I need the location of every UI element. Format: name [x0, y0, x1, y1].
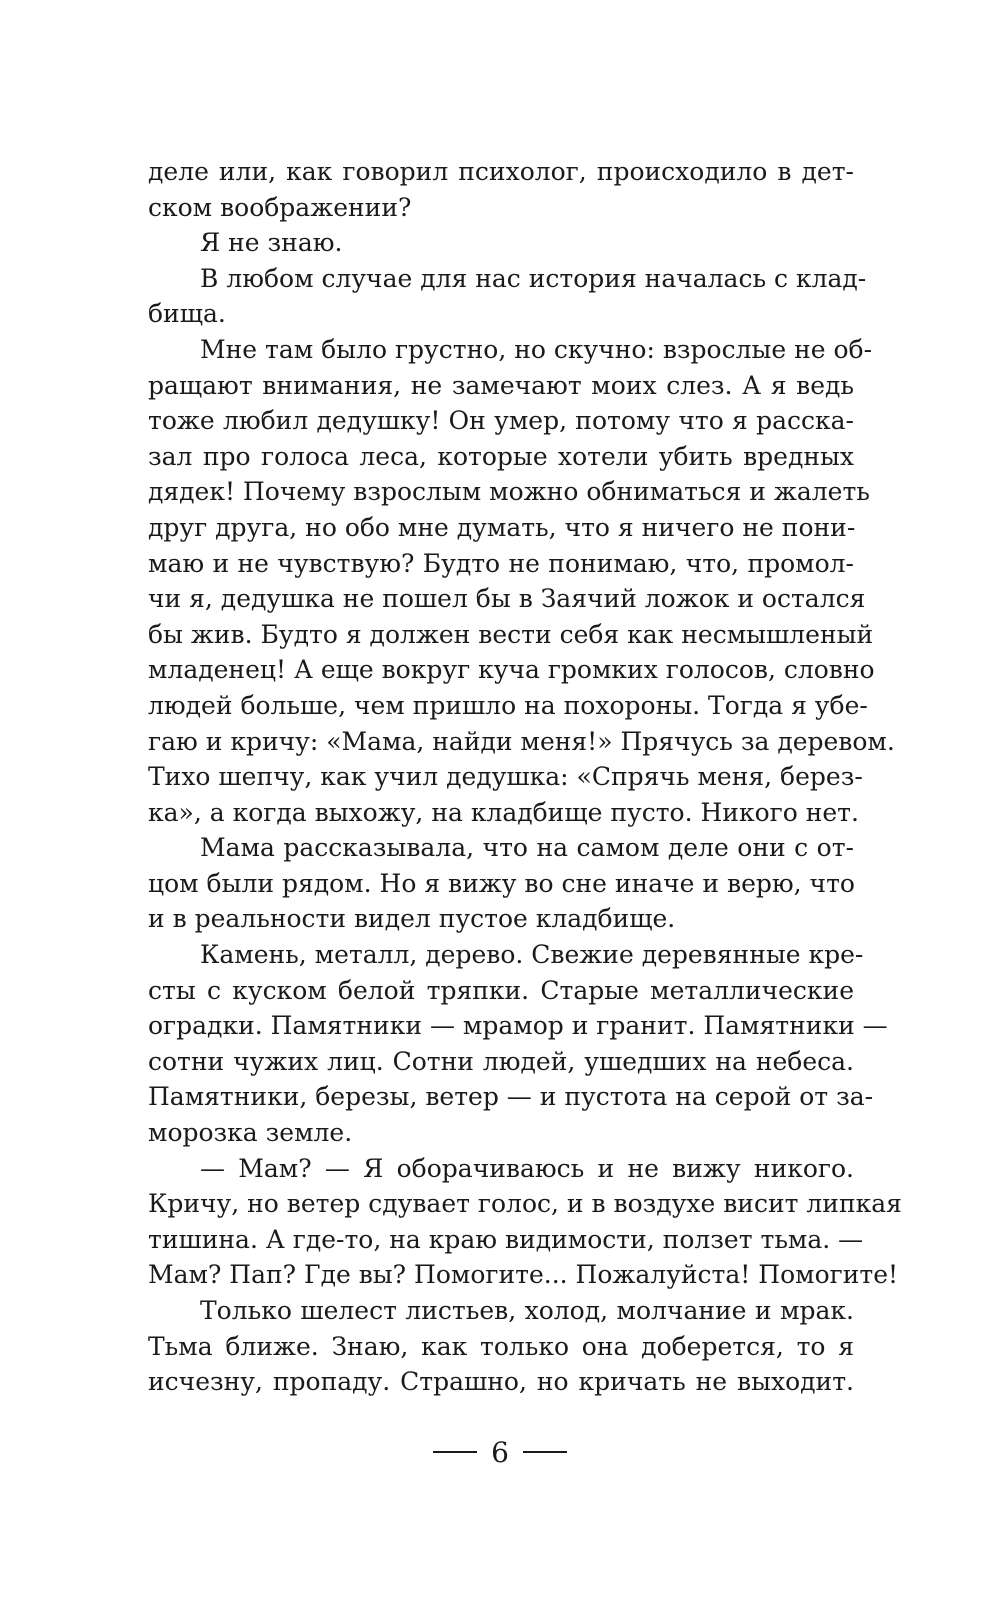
text-line: Мне там было грустно, но скучно: взрослые не об-	[200, 334, 873, 364]
text-line: Мама рассказывала, что на самом деле они с от-	[200, 833, 854, 863]
text-line: младенец! А еще вокруг куча громких голосов, словно	[148, 655, 875, 685]
text-line: оградки. Памятники — мрамор и гранит. Памятники —	[148, 1011, 888, 1041]
text-line: Я не знаю.	[200, 228, 343, 258]
text-line: маю и не чувствую? Будто не понимаю, что, промол-	[148, 548, 854, 578]
text-line: ращают внимания, не замечают моих слез. А я ведь	[148, 370, 854, 400]
text-line: людей больше, чем пришло на похороны. Тогда я убе-	[148, 690, 868, 720]
text-line: Тьма ближе. Знаю, как только она доберется, то я	[148, 1331, 854, 1361]
text-line: цом были рядом. Но я вижу во сне иначе и верю, что	[148, 868, 855, 898]
right-dash	[523, 1451, 567, 1453]
page-footer	[0, 1432, 1000, 1472]
text-line: бы жив. Будто я должен вести себя как несмышленый	[148, 619, 874, 649]
text-line: исчезну, пропаду. Страшно, но кричать не выходит.	[148, 1367, 854, 1397]
text-line: В любом случае для нас история началась с клад-	[200, 263, 867, 293]
text-line: тишина. А где-то, на краю видимости, ползет тьма. —	[148, 1224, 864, 1254]
text-line: морозка земле.	[148, 1118, 353, 1148]
text-line: Тихо шепчу, как учил дедушка: «Спрячь меня, берез-	[148, 762, 863, 792]
text-line: деле или, как говорил психолог, происходило в дет-	[148, 157, 854, 186]
text-line: бища.	[148, 299, 226, 329]
page-number: 6	[491, 1435, 509, 1469]
text-line: ка», а когда выхожу, на кладбище пусто. Никого нет.	[148, 797, 859, 827]
text-line: сотни чужих лиц. Сотни людей, ушедших на небеса.	[148, 1046, 854, 1076]
page-body-text	[148, 154, 902, 1400]
text-line: сты с куском белой тряпки. Старые металлические	[148, 975, 854, 1005]
text-line: гаю и кричу: «Мама, найди меня!» Прячусь за деревом.	[148, 726, 895, 756]
text-line: Памятники, березы, ветер — и пустота на серой от за-	[148, 1082, 874, 1112]
text-line: Камень, металл, дерево. Свежие деревянные кре-	[200, 940, 864, 970]
text-line: чи я, дедушка не пошел бы в Заячий ложок и остался	[148, 584, 866, 614]
text-line: тоже любил дедушку! Он умер, потому что я расска-	[148, 406, 854, 436]
text-line: зал про голоса леса, которые хотели убить вредных	[148, 441, 854, 471]
text-line: Кричу, но ветер сдувает голос, и в воздухе висит липкая	[148, 1189, 902, 1219]
left-dash	[433, 1451, 477, 1453]
text-line: Мам? Пап? Где вы? Помогите... Пожалуйста! Помогите!	[148, 1260, 899, 1290]
text-line: ском воображении?	[148, 192, 412, 222]
text-line: Только шелест листьев, холод, молчание и мрак.	[200, 1296, 854, 1325]
text-line: — Мам? — Я оборачиваюсь и не вижу никого.	[200, 1153, 854, 1183]
text-line: друг друга, но обо мне думать, что я ничего не пони-	[148, 512, 856, 542]
text-line: дядек! Почему взрослым можно обниматься и жалеть	[148, 477, 870, 507]
text-line: и в реальности видел пустое кладбище.	[148, 904, 676, 934]
